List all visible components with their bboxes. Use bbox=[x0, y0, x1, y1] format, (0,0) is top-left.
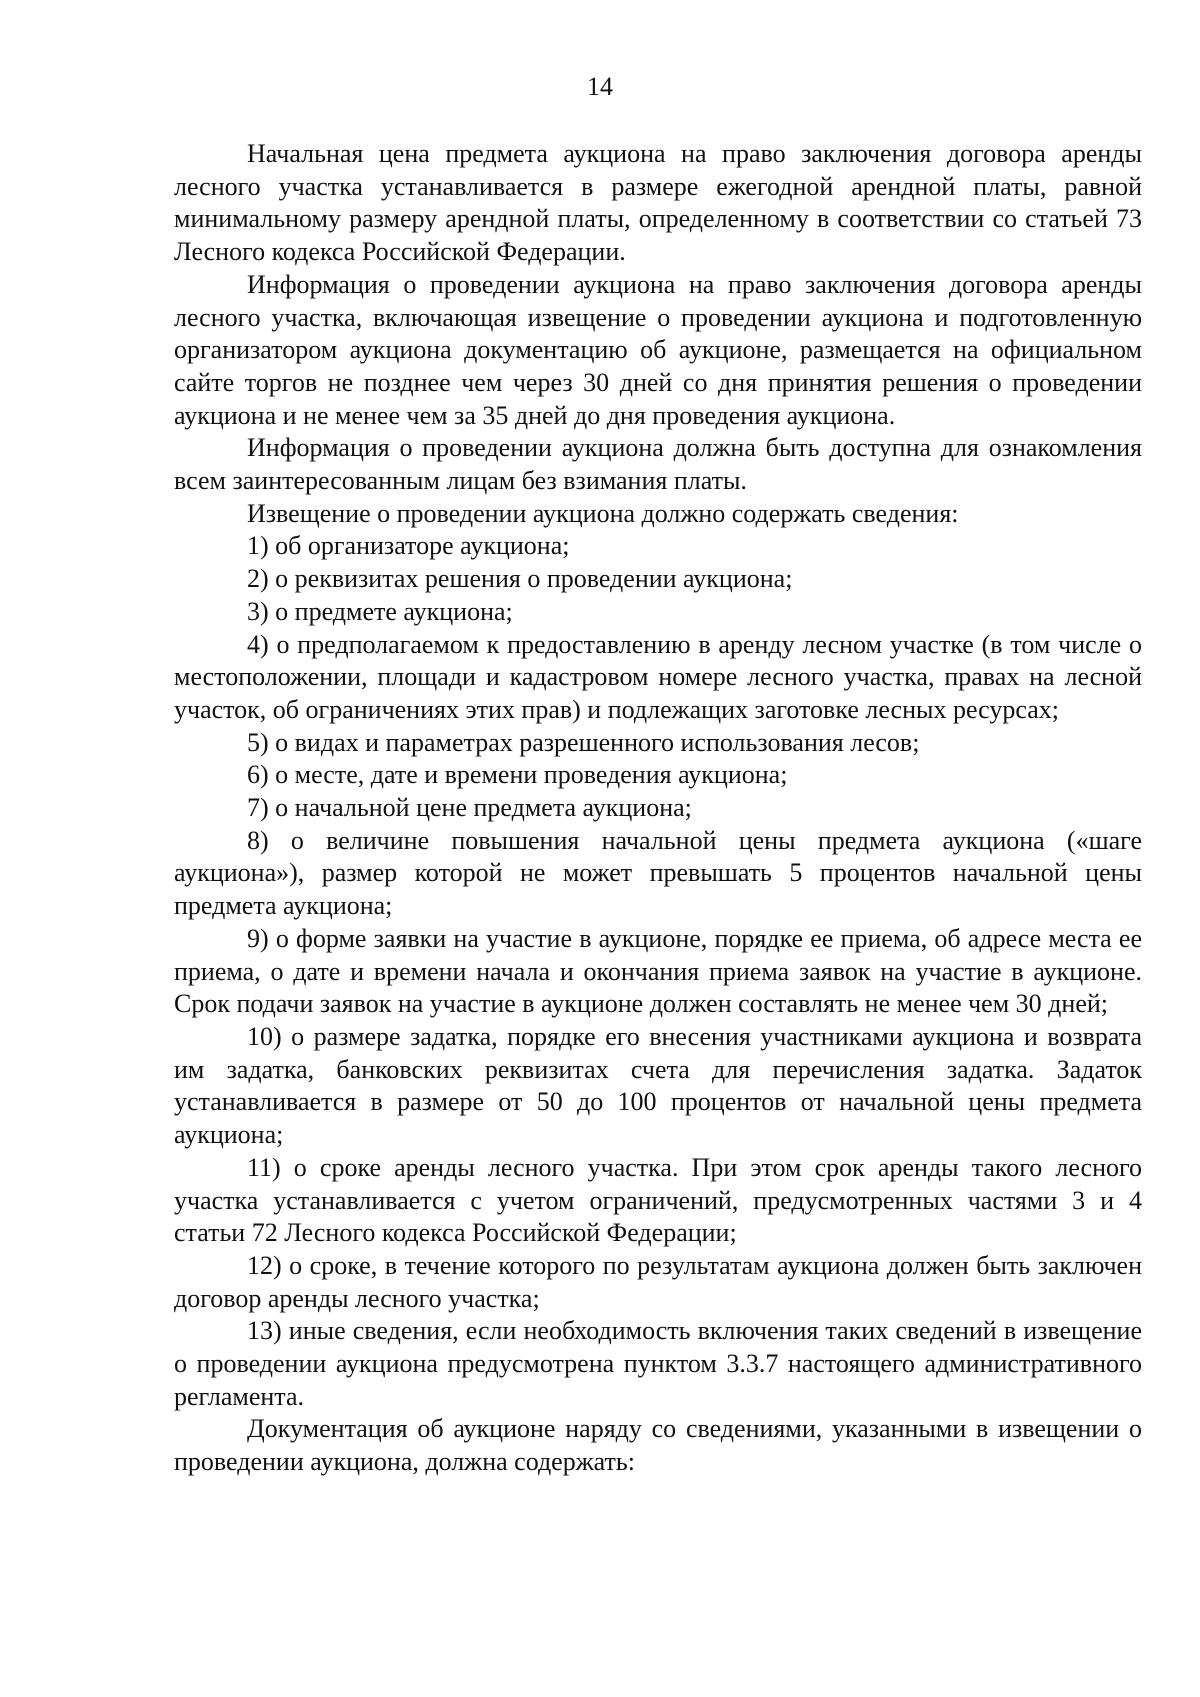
list-item-1: 1) об организаторе аукциона; bbox=[247, 531, 570, 561]
list-item-11: 11) о сроке аренды лесного участка. При этом срок аренды такого лесного участка устанавливается с учетом ограничений, предусмотренных частями 3 и 4 статьи 72 Лесного кодекса Российской Федерации; bbox=[174, 1152, 1142, 1248]
paragraph-starting-price: Начальная цена предмета аукциона на право заключения договора аренды лесного участка устанавливается в размере ежегодной арендной платы, равной минимальному размеру арендной платы, определенному в соответствии со статьей 73 Лесного кодекса Российской Федерации. bbox=[174, 139, 1142, 267]
list-item-13: 13) иные сведения, если необходимость включения таких сведений в извещение о проведении аукциона предусмотрена пунктом 3.3.7 настоящего административного регламента. bbox=[174, 1316, 1142, 1411]
list-item-7: 7) о начальной цене предмета аукциона; bbox=[247, 793, 692, 823]
page-number: 14 bbox=[587, 72, 613, 101]
list-item-4: 4) о предполагаемом к предоставлению в аренду лесном участке (в том числе о местоположении, площади и кадастровом номере лесного участка, правах на лесной участок, об ограничениях этих прав) и подлежащих заготовке лесных ресурсах; bbox=[174, 629, 1142, 724]
paragraph-information-access: Информация о проведении аукциона должна быть доступна для ознакомления всем заинтересованным лицам без взимания платы. bbox=[174, 433, 1142, 496]
list-item-3: 3) о предмете аукциона; bbox=[247, 596, 513, 626]
list-item-6: 6) о месте, дате и времени проведения аукциона; bbox=[247, 760, 788, 790]
paragraph-auction-information: Информация о проведении аукциона на право заключения договора аренды лесного участка, включающая извещение о проведении аукциона и подготовленную организатором аукциона документацию об аукционе, размещается на официальном сайте торгов не позднее чем через 30 дней со дня принятия решения о проведении аукциона и не менее чем за 35 дней до дня проведения аукциона. bbox=[174, 269, 1142, 430]
list-item-5: 5) о видах и параметрах разрешенного использования лесов; bbox=[247, 727, 920, 757]
list-item-9: 9) о форме заявки на участие в аукционе, порядке ее приема, об адресе места ее приема, о дате и времени начала и окончания приема заявок на участие в аукционе. Срок подачи заявок на участие в аукционе должен составлять не менее чем 30 дней; bbox=[174, 923, 1142, 1019]
list-item-10: 10) о размере задатка, порядке его внесения участниками аукциона и возврата им задатка, банковских реквизитах счета для перечисления задатка. Задаток устанавливается в размере от 50 до 100 процентов от начальной цены предмета аукциона; bbox=[174, 1021, 1142, 1150]
list-item-12: 12) о сроке, в течение которого по результатам аукциона должен быть заключен договор аренды лесного участка; bbox=[174, 1250, 1142, 1313]
paragraph-notice-intro: Извещение о проведении аукциона должно содержать сведения: bbox=[247, 498, 959, 528]
list-item-2: 2) о реквизитах решения о проведении аукциона; bbox=[247, 564, 793, 594]
list-item-8: 8) о величине повышения начальной цены предмета аукциона («шаге аукциона»), размер которой не может превышать 5 процентов начальной цены предмета аукциона; bbox=[174, 825, 1142, 921]
paragraph-documentation-intro: Документация об аукционе наряду со сведениями, указанными в извещении о проведении аукциона, должна содержать: bbox=[174, 1414, 1142, 1477]
document-body bbox=[174, 138, 1142, 1479]
